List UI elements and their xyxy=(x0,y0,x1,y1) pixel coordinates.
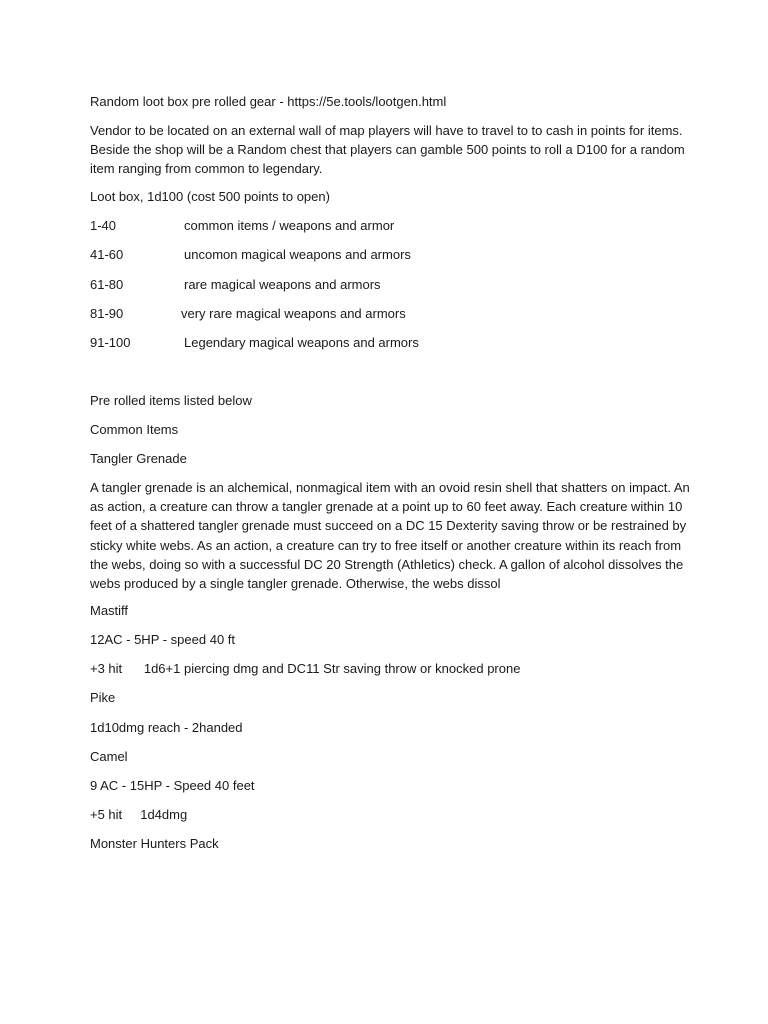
loot-description: uncomon magical weapons and armors xyxy=(184,247,411,262)
loot-range: 61-80 xyxy=(90,277,124,292)
loot-row xyxy=(90,245,411,264)
loot-row xyxy=(90,216,394,235)
loot-description: very rare magical weapons and armors xyxy=(181,306,406,321)
pike-heading: Pike xyxy=(90,690,116,705)
tangler-grenade-heading: Tangler Grenade xyxy=(90,451,187,466)
loot-description: rare magical weapons and armors xyxy=(184,277,381,292)
tangler-grenade-paragraph: A tangler grenade is an alchemical, nonmagical item with an ovoid resin shell that shatters on impact. An as action, a creature can throw a tangler grenade at a point up to 60 feet away. Each creature within 10 feet of a shattered tangler grenade must succeed on a DC 15 Dexterity saving throw or be restrained by sticky white webs. As an action, a creature can try to free itself or another creature within its reach from the webs, doing so with a successful DC 20 Strength (Athletics) check. A gallon of alcohol dissolves the webs produced by a single tangler grenade. Otherwise, the webs dissol xyxy=(90,480,690,592)
loot-range: 91-100 xyxy=(90,335,131,350)
loot-row xyxy=(90,304,406,323)
mastiff-stats: 12AC - 5HP - speed 40 ft xyxy=(90,632,236,647)
loot-description: Legendary magical weapons and armors xyxy=(184,335,419,350)
camel-attack: +5 hit 1d4dmg xyxy=(90,807,188,822)
loot-range: 81-90 xyxy=(90,306,124,321)
camel-stats: 9 AC - 15HP - Speed 40 feet xyxy=(90,778,255,793)
pike-stats: 1d10dmg reach - 2handed xyxy=(90,720,243,735)
loot-description: common items / weapons and armor xyxy=(184,218,395,233)
mastiff-heading: Mastiff xyxy=(90,603,129,618)
mastiff-attack: +3 hit 1d6+1 piercing dmg and DC11 Str saving throw or knocked prone xyxy=(90,661,521,676)
loot-row xyxy=(90,275,381,294)
monster-hunters-pack-heading: Monster Hunters Pack xyxy=(90,836,219,851)
prerolled-line: Pre rolled items listed below xyxy=(90,393,252,408)
document-heading: Random loot box pre rolled gear - https://5e.tools/lootgen.html xyxy=(90,94,447,109)
vendor-paragraph: Vendor to be located on an external wall of map players will have to travel to to cash in points for items. Beside the shop will be a Random chest that players can gamble 500 points to roll a D100 for a random item ranging from common to legendary. xyxy=(90,123,685,177)
loot-range: 41-60 xyxy=(90,247,124,262)
loot-row xyxy=(90,333,419,352)
loot-box-line: Loot box, 1d100 (cost 500 points to open) xyxy=(90,189,330,204)
common-items-heading: Common Items xyxy=(90,422,179,437)
loot-range: 1-40 xyxy=(90,218,117,233)
camel-heading: Camel xyxy=(90,749,128,764)
